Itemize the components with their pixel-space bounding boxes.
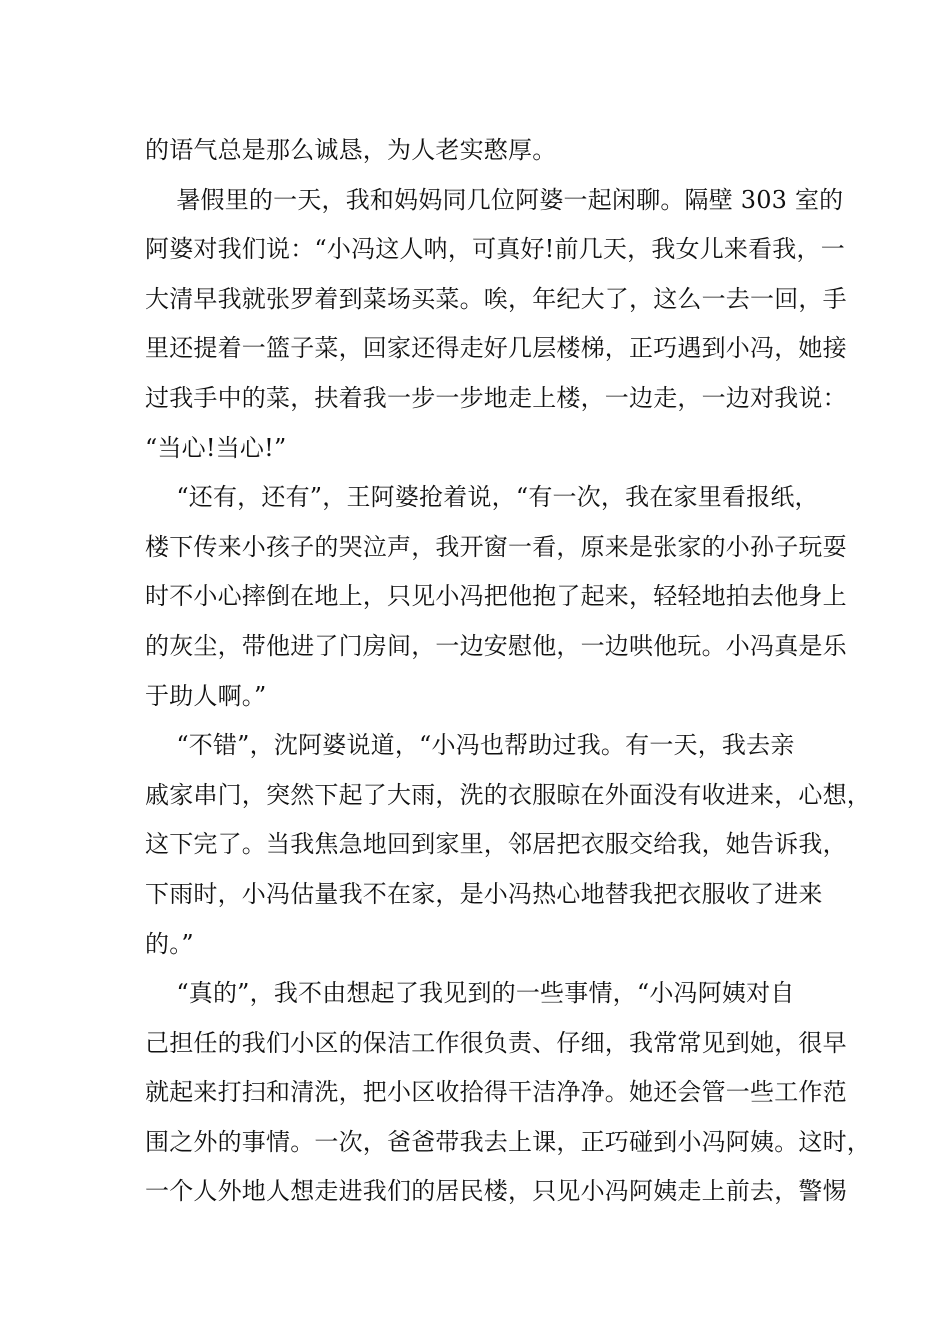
text-line: 就起来打扫和清洗，把小区收拾得干洁净净。她还会管一些工作范 bbox=[145, 1078, 847, 1107]
text-line: “不错”，沈阿婆说道，“小冯也帮助过我。有一天，我去亲 bbox=[145, 731, 795, 760]
text-line: 的灰尘，带他进了门房间，一边安慰他，一边哄他玩。小冯真是乐 bbox=[145, 631, 847, 660]
text-line: 己担任的我们小区的保洁工作很负责、仔细，我常常见到她，很早 bbox=[145, 1028, 847, 1057]
text-line: 这下完了。当我焦急地回到家里，邻居把衣服交给我，她告诉我， bbox=[145, 830, 847, 859]
text-line: 下雨时，小冯估量我不在家，是小冯热心地替我把衣服收了进来 bbox=[145, 879, 823, 908]
text-line: “当心!当心!” bbox=[145, 433, 287, 462]
text-line: “还有，还有”，王阿婆抢着说，“有一次，我在家里看报纸， bbox=[145, 483, 819, 512]
text-line: 过我手中的菜，扶着我一步一步地走上楼，一边走，一边对我说： bbox=[145, 383, 847, 412]
text-line: 的。” bbox=[145, 929, 194, 958]
text-line: 暑假里的一天，我和妈妈同几位阿婆一起闲聊。隔壁 303 室的 bbox=[145, 185, 844, 214]
text-line: 楼下传来小孩子的哭泣声，我开窗一看，原来是张家的小孙子玩耍 bbox=[145, 532, 847, 561]
text-line: 时不小心摔倒在地上，只见小冯把他抱了起来，轻轻地拍去他身上 bbox=[145, 582, 847, 611]
text-line: 的语气总是那么诚恳，为人老实憨厚。 bbox=[145, 136, 557, 164]
text-line: 大清早我就张罗着到菜场买菜。唉，年纪大了，这么一去一回，手 bbox=[145, 284, 847, 313]
text-line: 一个人外地人想走进我们的居民楼，只见小冯阿姨走上前去，警惕 bbox=[145, 1177, 847, 1206]
text-line: 阿婆对我们说：“小冯这人呐，可真好!前几天，我女儿来看我，一 bbox=[145, 235, 845, 264]
text-line: 里还提着一篮子菜，回家还得走好几层楼梯，正巧遇到小冯，她接 bbox=[145, 334, 847, 363]
text-line: “真的”，我不由想起了我见到的一些事情，“小冯阿姨对自 bbox=[145, 979, 795, 1008]
text-line: 戚家串门，突然下起了大雨，洗的衣服晾在外面没有收进来，心想， bbox=[145, 780, 871, 809]
text-line: 围之外的事情。一次，爸爸带我去上课，正巧碰到小冯阿姨。这时， bbox=[145, 1127, 871, 1156]
body-text bbox=[145, 126, 871, 1217]
text-line: 于助人啊。” bbox=[145, 681, 267, 710]
